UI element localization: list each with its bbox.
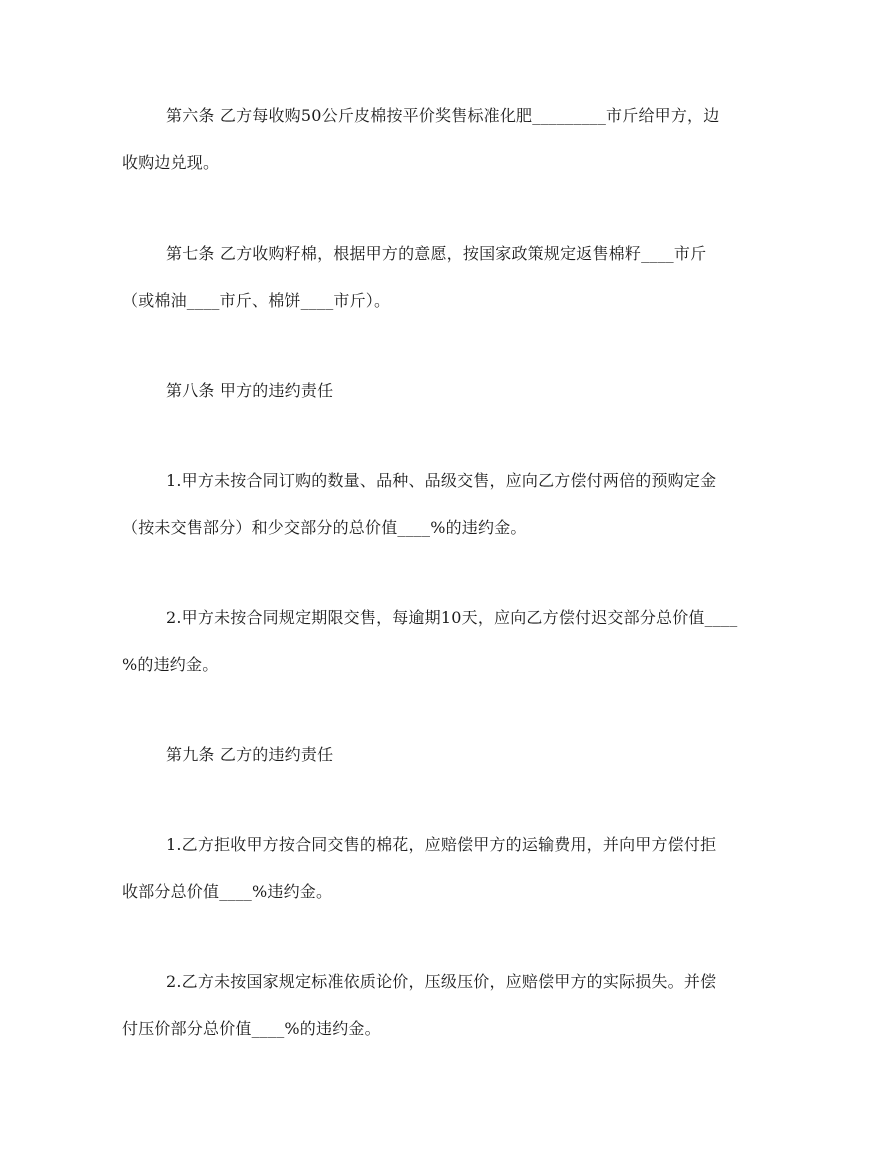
article-9-clause-1-line-1: 1.乙方拒收甲方按合同交售的棉花，应赔偿甲方的运输费用，并向甲方偿付拒	[166, 835, 717, 854]
article-8-clause-1-line-1: 1.甲方未按合同订购的数量、品种、品级交售，应向乙方偿付两倍的预购定金	[166, 471, 717, 490]
article-8-heading: 第八条 甲方的违约责任	[166, 381, 334, 400]
article-7-line-1: 第七条 乙方收购籽棉，根据甲方的意愿，按国家政策规定返售棉籽____市斤	[166, 244, 707, 263]
article-9-heading: 第九条 乙方的违约责任	[166, 745, 334, 764]
article-9-clause-1-line-2: 收部分总价值____%违约金。	[122, 882, 333, 901]
article-9-clause-2-line-1: 2.乙方未按国家规定标准依质论价，压级压价，应赔偿甲方的实际损失。并偿	[166, 972, 717, 991]
article-6-line-2: 收购边兑现。	[122, 153, 220, 172]
article-8-clause-2-line-1: 2.甲方未按合同规定期限交售，每逾期10天，应向乙方偿付迟交部分总价值____	[166, 608, 738, 627]
article-9-clause-2-line-2: 付压价部分总价值____%的违约金。	[122, 1019, 381, 1038]
article-8-clause-1-line-2: （按未交售部分）和少交部分的总价值____%的违约金。	[122, 518, 527, 537]
article-8-clause-2-line-2: %的违约金。	[122, 655, 219, 674]
article-7-line-2: （或棉油____市斤、棉饼____市斤）。	[122, 291, 391, 310]
article-6-line-1: 第六条 乙方每收购50公斤皮棉按平价奖售标准化肥_________市斤给甲方，边	[166, 106, 720, 125]
